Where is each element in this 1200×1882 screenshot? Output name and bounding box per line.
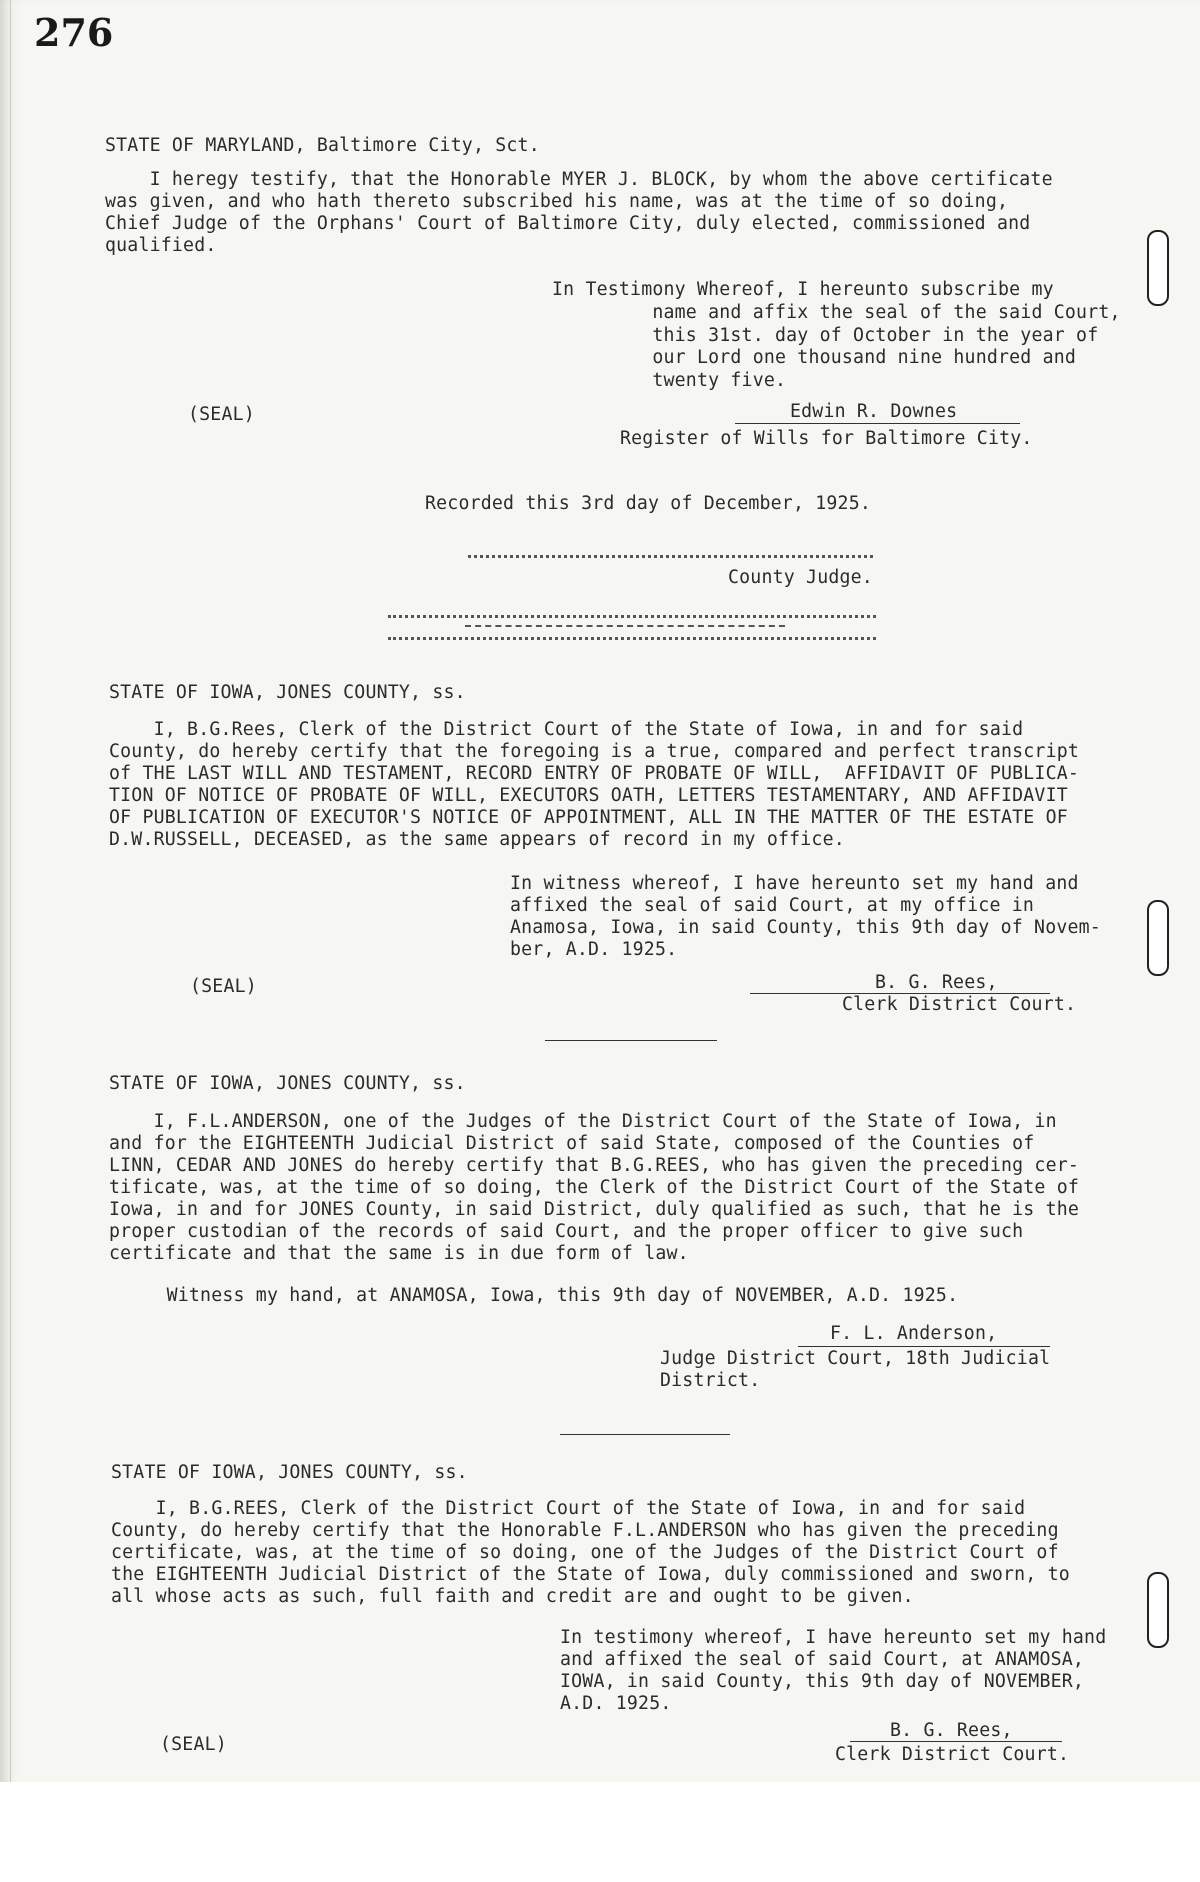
maryland-body-line: I heregy testify, that the Honorable MYER J. BLOCK, by whom the above certificate bbox=[105, 169, 1053, 190]
rees-witness-line: affixed the seal of said Court, at my office in bbox=[510, 895, 1035, 916]
rees2-seal: (SEAL) bbox=[160, 1734, 227, 1755]
rees-seal: (SEAL) bbox=[190, 976, 257, 997]
maryland-body-line: Chief Judge of the Orphans' Court of Baltimore City, duly elected, commissioned and bbox=[105, 213, 1031, 234]
rees2-signature: B. G. Rees, bbox=[890, 1720, 1013, 1741]
rees2-signature-line bbox=[850, 1741, 1062, 1742]
judge-dotted-line bbox=[468, 555, 873, 558]
rees-body-line: TION OF NOTICE OF PROBATE OF WILL, EXECUTORS OATH, LETTERS TESTAMENTARY, AND AFFIDAVIT bbox=[109, 785, 1068, 806]
maryland-signature: Edwin R. Downes bbox=[790, 401, 958, 422]
maryland-testimony-line: this 31st. day of October in the year of bbox=[552, 325, 1099, 346]
rees-body-line: County, do hereby certify that the foregoing is a true, compared and perfect transcript bbox=[109, 741, 1080, 762]
recorded-date: Recorded this 3rd day of December, 1925. bbox=[425, 493, 871, 514]
rees-witness-line: ber, A.D. 1925. bbox=[510, 939, 678, 960]
rees2-body-line: County, do hereby certify that the Honorable F.L.ANDERSON who has given the preceding bbox=[111, 1520, 1059, 1541]
rees-body-line: OF PUBLICATION OF EXECUTOR'S NOTICE OF APPOINTMENT, ALL IN THE MATTER OF THE ESTATE OF bbox=[109, 807, 1068, 828]
maryland-testimony-line: our Lord one thousand nine hundred and bbox=[552, 347, 1077, 368]
maryland-signature-line bbox=[735, 423, 1020, 424]
rees-signer-title: Clerk District Court. bbox=[842, 994, 1077, 1015]
binder-hole-top bbox=[1147, 230, 1169, 306]
anderson-body-line: certificate and that the same is in due form of law. bbox=[109, 1243, 689, 1264]
page-number: 276 bbox=[34, 10, 114, 55]
rees-body-line: I, B.G.Rees, Clerk of the District Court of the State of Iowa, in and for said bbox=[109, 719, 1024, 740]
page-margin-line bbox=[10, 0, 11, 1870]
county-judge-label: County Judge. bbox=[728, 567, 873, 588]
anderson-body-line: I, F.L.ANDERSON, one of the Judges of the District Court of the State of Iowa, in bbox=[109, 1111, 1057, 1132]
separator-dots-bottom bbox=[388, 637, 876, 640]
rees2-body-line: all whose acts as such, full faith and credit are and ought to be given. bbox=[111, 1586, 914, 1607]
rees-body-line: D.W.RUSSELL, DECEASED, as the same appears of record in my office. bbox=[109, 829, 845, 850]
rees2-testimony-line: In testimony whereof, I have hereunto set my hand bbox=[560, 1627, 1107, 1648]
anderson-body-line: tificate, was, at the time of so doing, the Clerk of the District Court of the State of bbox=[109, 1177, 1080, 1198]
rees-body-line: of THE LAST WILL AND TESTAMENT, RECORD ENTRY OF PROBATE OF WILL, AFFIDAVIT OF PUBLICA- bbox=[109, 763, 1080, 784]
anderson-witness: Witness my hand, at ANAMOSA, Iowa, this 9th day of NOVEMBER, A.D. 1925. bbox=[122, 1285, 959, 1306]
maryland-venue: STATE OF MARYLAND, Baltimore City, Sct. bbox=[105, 135, 540, 156]
maryland-testimony-line: In Testimony Whereof, I hereunto subscribe my bbox=[552, 279, 1054, 300]
maryland-body-line: was given, and who hath thereto subscribed his name, was at the time of so doing, bbox=[105, 191, 1009, 212]
anderson-body-line: LINN, CEDAR AND JONES do hereby certify that B.G.REES, who has given the preceding cer- bbox=[109, 1155, 1080, 1176]
maryland-testimony-line: twenty five. bbox=[552, 370, 787, 391]
rees2-signer-title: Clerk District Court. bbox=[835, 1744, 1070, 1765]
anderson-body-line: and for the EIGHTEENTH Judicial District of said State, composed of the Counties of bbox=[109, 1133, 1035, 1154]
section-divider-1 bbox=[545, 1040, 717, 1041]
rees2-body-line: the EIGHTEENTH Judicial District of the State of Iowa, duly commissioned and sworn, to bbox=[111, 1564, 1070, 1585]
anderson-signer-title: Judge District Court, 18th Judicial bbox=[660, 1348, 1051, 1369]
rees2-body-line: certificate, was, at the time of so doing, one of the Judges of the District Court of bbox=[111, 1542, 1059, 1563]
binder-hole-bottom bbox=[1147, 1572, 1169, 1648]
iowa-venue-1: STATE OF IOWA, JONES COUNTY, ss. bbox=[109, 682, 466, 703]
anderson-signature: F. L. Anderson, bbox=[830, 1323, 998, 1344]
rees2-testimony-line: and affixed the seal of said Court, at ANAMOSA, bbox=[560, 1649, 1085, 1670]
maryland-seal: (SEAL) bbox=[188, 404, 255, 425]
separator-dashes bbox=[465, 625, 785, 627]
rees-witness-line: Anamosa, Iowa, in said County, this 9th day of Novem- bbox=[510, 917, 1101, 938]
rees2-testimony-line: A.D. 1925. bbox=[560, 1693, 672, 1714]
iowa-venue-3: STATE OF IOWA, JONES COUNTY, ss. bbox=[111, 1462, 468, 1483]
maryland-signer-title: Register of Wills for Baltimore City. bbox=[620, 428, 1033, 449]
binder-hole-middle bbox=[1147, 900, 1169, 976]
iowa-venue-2: STATE OF IOWA, JONES COUNTY, ss. bbox=[109, 1073, 466, 1094]
anderson-body-line: proper custodian of the records of said Court, and the proper officer to give such bbox=[109, 1221, 1024, 1242]
section-divider-2 bbox=[560, 1434, 730, 1435]
rees-witness-line: In witness whereof, I have hereunto set my hand and bbox=[510, 873, 1079, 894]
rees-signature: B. G. Rees, bbox=[875, 972, 998, 993]
rees2-body-line: I, B.G.REES, Clerk of the District Court of the State of Iowa, in and for said bbox=[111, 1498, 1026, 1519]
anderson-signature-line bbox=[798, 1346, 1050, 1347]
page-bottom-blank bbox=[0, 1782, 1200, 1882]
rees2-testimony-line: IOWA, in said County, this 9th day of NOVEMBER, bbox=[560, 1671, 1085, 1692]
separator-dots-top bbox=[388, 615, 876, 618]
maryland-testimony-line: name and affix the seal of the said Court, bbox=[552, 302, 1121, 323]
anderson-signer-title: District. bbox=[660, 1370, 761, 1391]
maryland-body-line: qualified. bbox=[105, 235, 217, 256]
anderson-body-line: Iowa, in and for JONES County, in said District, duly qualified as such, that he is the bbox=[109, 1199, 1080, 1220]
